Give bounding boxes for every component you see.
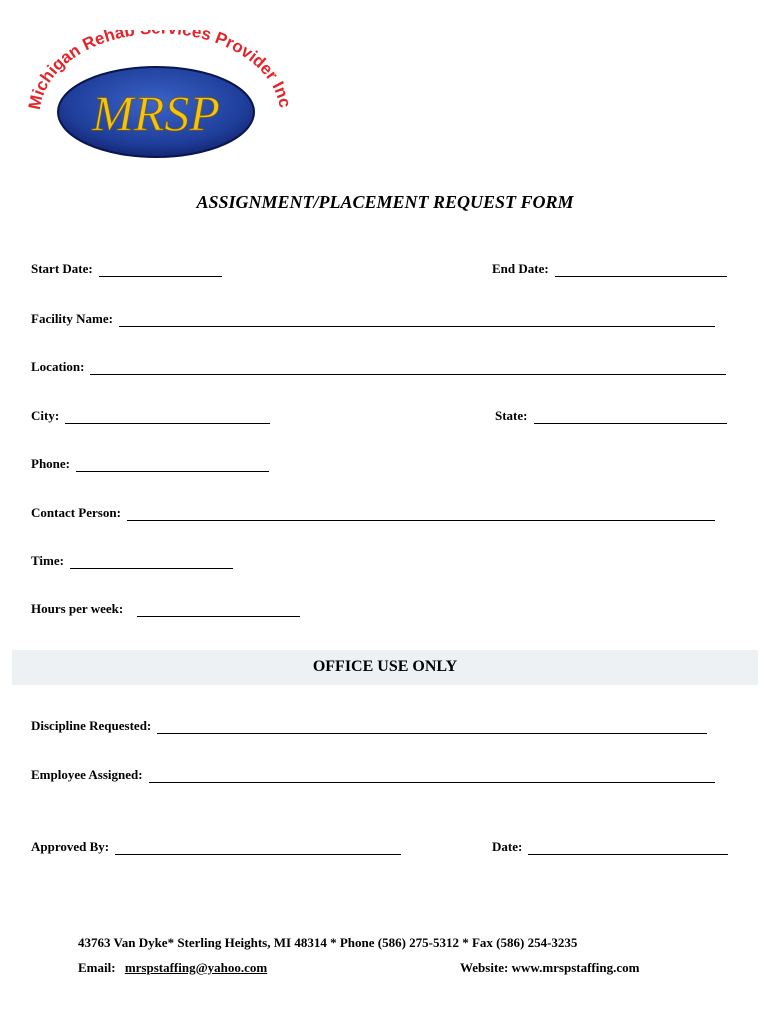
state-field[interactable]: [495, 408, 727, 424]
footer-email-row: [78, 960, 267, 976]
location-line[interactable]: [90, 362, 726, 375]
employee-assigned-field[interactable]: [31, 767, 715, 783]
logo-acronym: MRSP: [92, 85, 220, 141]
approved-by-field[interactable]: [31, 839, 401, 855]
footer-email-label: Email:: [78, 960, 116, 975]
approved-by-line[interactable]: [115, 842, 401, 855]
location-label: Location:: [31, 359, 85, 374]
time-field[interactable]: [31, 553, 233, 569]
approval-date-label: Date:: [492, 839, 523, 854]
phone-line[interactable]: [76, 459, 269, 472]
discipline-requested-label: Discipline Requested:: [31, 718, 152, 733]
state-label: State:: [495, 408, 528, 423]
hours-per-week-field[interactable]: [31, 601, 300, 617]
approval-date-field[interactable]: [492, 839, 728, 855]
facility-name-field[interactable]: [31, 311, 715, 327]
form-title: ASSIGNMENT/PLACEMENT REQUEST FORM: [196, 192, 574, 212]
discipline-requested-field[interactable]: [31, 718, 707, 734]
office-use-heading: OFFICE USE ONLY: [312, 658, 458, 675]
approval-date-line[interactable]: [528, 842, 728, 855]
employee-assigned-line[interactable]: [149, 770, 715, 783]
state-line[interactable]: [534, 411, 727, 424]
phone-field[interactable]: [31, 456, 269, 472]
end-date-field[interactable]: [492, 261, 727, 277]
contact-person-label: Contact Person:: [31, 505, 121, 520]
facility-name-label: Facility Name:: [31, 311, 113, 326]
time-label: Time:: [31, 553, 64, 568]
end-date-label: End Date:: [492, 261, 549, 276]
approved-by-label: Approved By:: [31, 839, 110, 854]
contact-person-field[interactable]: [31, 505, 715, 521]
phone-label: Phone:: [31, 456, 70, 471]
logo-arc-text: Michigan Rehab ces Provider In: [24, 30, 292, 112]
time-line[interactable]: [70, 556, 233, 569]
city-field[interactable]: [31, 408, 270, 424]
employee-assigned-label: Employee Assigned:: [31, 767, 143, 782]
footer-address: 43763 Van Dyke* Sterling Heights, MI 48314 * Phone (586) 275-5312 * Fax (586) 254-3235: [78, 935, 578, 950]
contact-person-line[interactable]: [127, 508, 715, 521]
footer-email-link[interactable]: mrspstaffing@yahoo.com: [124, 960, 268, 975]
start-date-line[interactable]: [99, 264, 222, 277]
discipline-requested-line[interactable]: [157, 721, 707, 734]
footer-website[interactable]: Website: www.mrspstaffing.com: [460, 960, 640, 975]
company-logo: [22, 30, 292, 160]
start-date-field[interactable]: [31, 261, 222, 277]
facility-name-line[interactable]: [119, 314, 715, 327]
city-label: City:: [31, 408, 60, 423]
hours-per-week-line[interactable]: [137, 604, 300, 617]
start-date-label: Start Date:: [31, 261, 93, 276]
end-date-line[interactable]: [555, 264, 727, 277]
city-line[interactable]: [65, 411, 270, 424]
hours-per-week-label: Hours per week:: [31, 601, 124, 616]
location-field[interactable]: [31, 359, 726, 375]
mrsp-logo-graphic: [22, 30, 292, 160]
